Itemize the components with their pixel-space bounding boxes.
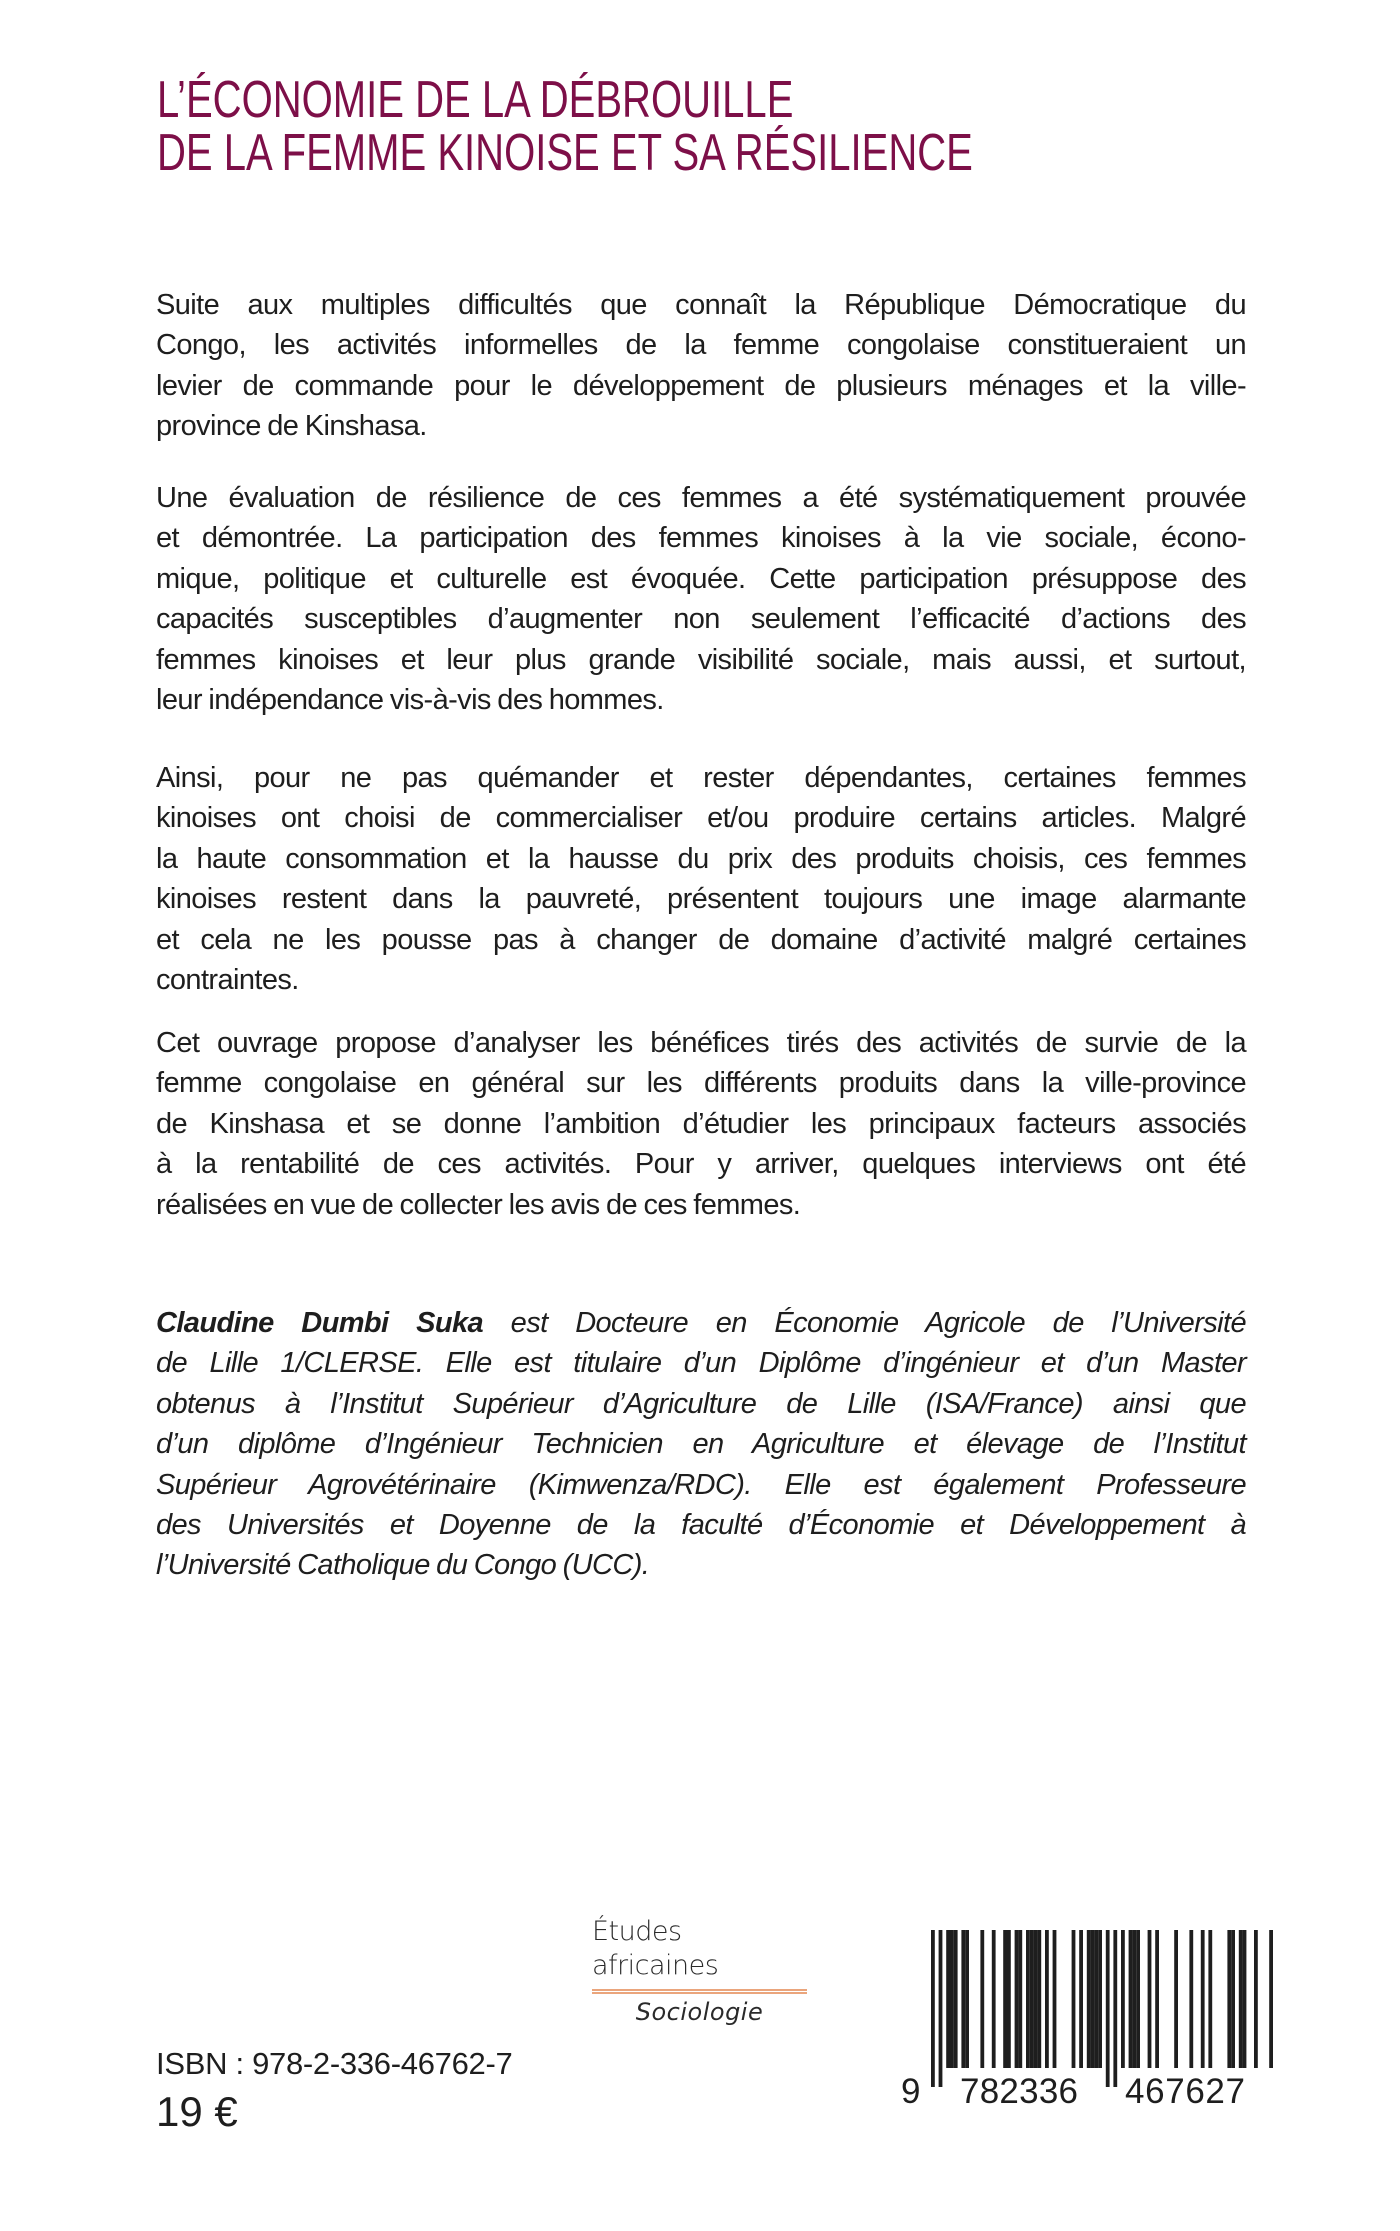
- text-line: Ainsi, pour ne pas quémander et rester dépendantes, certaines femmes: [156, 762, 1246, 794]
- book-title: [157, 71, 973, 182]
- text-line: mique, politique et culturelle est évoquée. Cette participation présuppose des: [156, 562, 1246, 595]
- barcode-bars-icon: [895, 1930, 1280, 2110]
- text-line: leur indépendance vis-à-vis des hommes.: [156, 683, 664, 716]
- text-line: Supérieur Agrovétérinaire (Kimwenza/RDC). Elle est également Professeure: [156, 1468, 1246, 1501]
- text-line: capacités susceptibles d’augmenter non seulement l’efficacité d’actions des: [156, 603, 1246, 636]
- barcode-first-digit: 9: [901, 2072, 921, 2110]
- author-bio: [156, 1303, 1246, 1586]
- author-name: Claudine Dumbi Suka: [156, 1307, 484, 1339]
- text-line: Suite aux multiples difficultés que connaît la République Démocratique du: [156, 289, 1246, 321]
- book-title-line-2: DE LA FEMME KINOISE ET SA RÉSILIENCE: [157, 124, 973, 182]
- text-line: [156, 1303, 1246, 1343]
- barcode: [895, 1930, 1280, 2110]
- text-line: Une évaluation de résilience de ces femmes a été systématiquement prouvée: [156, 482, 1246, 514]
- collection-subseries-name: Sociologie: [635, 1998, 764, 2026]
- text-line: kinoises ont choisi de commercialiser et/ou produire certains articles. Malgré: [156, 802, 1246, 835]
- text-line: obtenus à l’Institut Supérieur d’Agriculture de Lille (ISA/France) ainsi que: [156, 1387, 1246, 1420]
- text-line: et démontrée. La participation des femmes kinoises à la vie sociale, écono-: [156, 522, 1246, 555]
- collection-series-name: Études africaines: [592, 1916, 719, 1981]
- isbn: ISBN : 978-2-336-46762-7: [156, 2046, 513, 2081]
- barcode-right-digits: 467627: [1125, 2072, 1245, 2110]
- bio-first-line: est Docteure en Économie Agricole de l’Université: [483, 1307, 1246, 1339]
- text-line: Congo, les activités informelles de la femme congolaise constitueraient un: [156, 329, 1246, 362]
- text-line: levier de commande pour le développement de plusieurs ménages et la ville-: [156, 369, 1246, 402]
- text-line: femme congolaise en général sur les différents produits dans la ville-province: [156, 1067, 1246, 1100]
- barcode-left-digits: 782336: [960, 2072, 1078, 2110]
- summary-paragraph-1: [156, 285, 1246, 447]
- price: 19 €: [156, 2088, 238, 2135]
- text-line: réalisées en vue de collecter les avis de ces femmes.: [156, 1188, 801, 1221]
- text-line: femmes kinoises et leur plus grande visibilité sociale, mais aussi, et surtout,: [156, 643, 1246, 676]
- text-line: des Universités et Doyenne de la faculté d’Économie et Développement à: [156, 1508, 1246, 1541]
- text-line: et cela ne les pousse pas à changer de domaine d’activité malgré certaines: [156, 923, 1246, 956]
- collection-logo: [592, 1915, 807, 2026]
- text-line: kinoises restent dans la pauvreté, présentent toujours une image alarmante: [156, 883, 1246, 916]
- text-line: province de Kinshasa.: [156, 410, 427, 443]
- text-line: de Lille 1/CLERSE. Elle est titulaire d’un Diplôme d’ingénieur et d’un Master: [156, 1347, 1246, 1380]
- summary-paragraph-4: [156, 1023, 1246, 1225]
- collection-divider: [592, 1989, 807, 1994]
- summary-paragraph-2: [156, 478, 1246, 720]
- text-line: à la rentabilité de ces activités. Pour y arriver, quelques interviews ont été: [156, 1148, 1246, 1181]
- text-line: Cet ouvrage propose d’analyser les bénéfices tirés des activités de survie de la: [156, 1027, 1246, 1059]
- summary-paragraph-3: [156, 758, 1246, 1000]
- text-line: d’un diplôme d’Ingénieur Technicien en Agriculture et élevage de l’Institut: [156, 1428, 1246, 1461]
- book-title-line-1: L’ÉCONOMIE DE LA DÉBROUILLE: [157, 71, 794, 129]
- text-line: la haute consommation et la hausse du prix des produits choisis, ces femmes: [156, 842, 1246, 875]
- text-line: l’Université Catholique du Congo (UCC).: [156, 1549, 650, 1582]
- text-line: de Kinshasa et se donne l’ambition d’étudier les principaux facteurs associés: [156, 1107, 1246, 1140]
- text-line: contraintes.: [156, 963, 299, 996]
